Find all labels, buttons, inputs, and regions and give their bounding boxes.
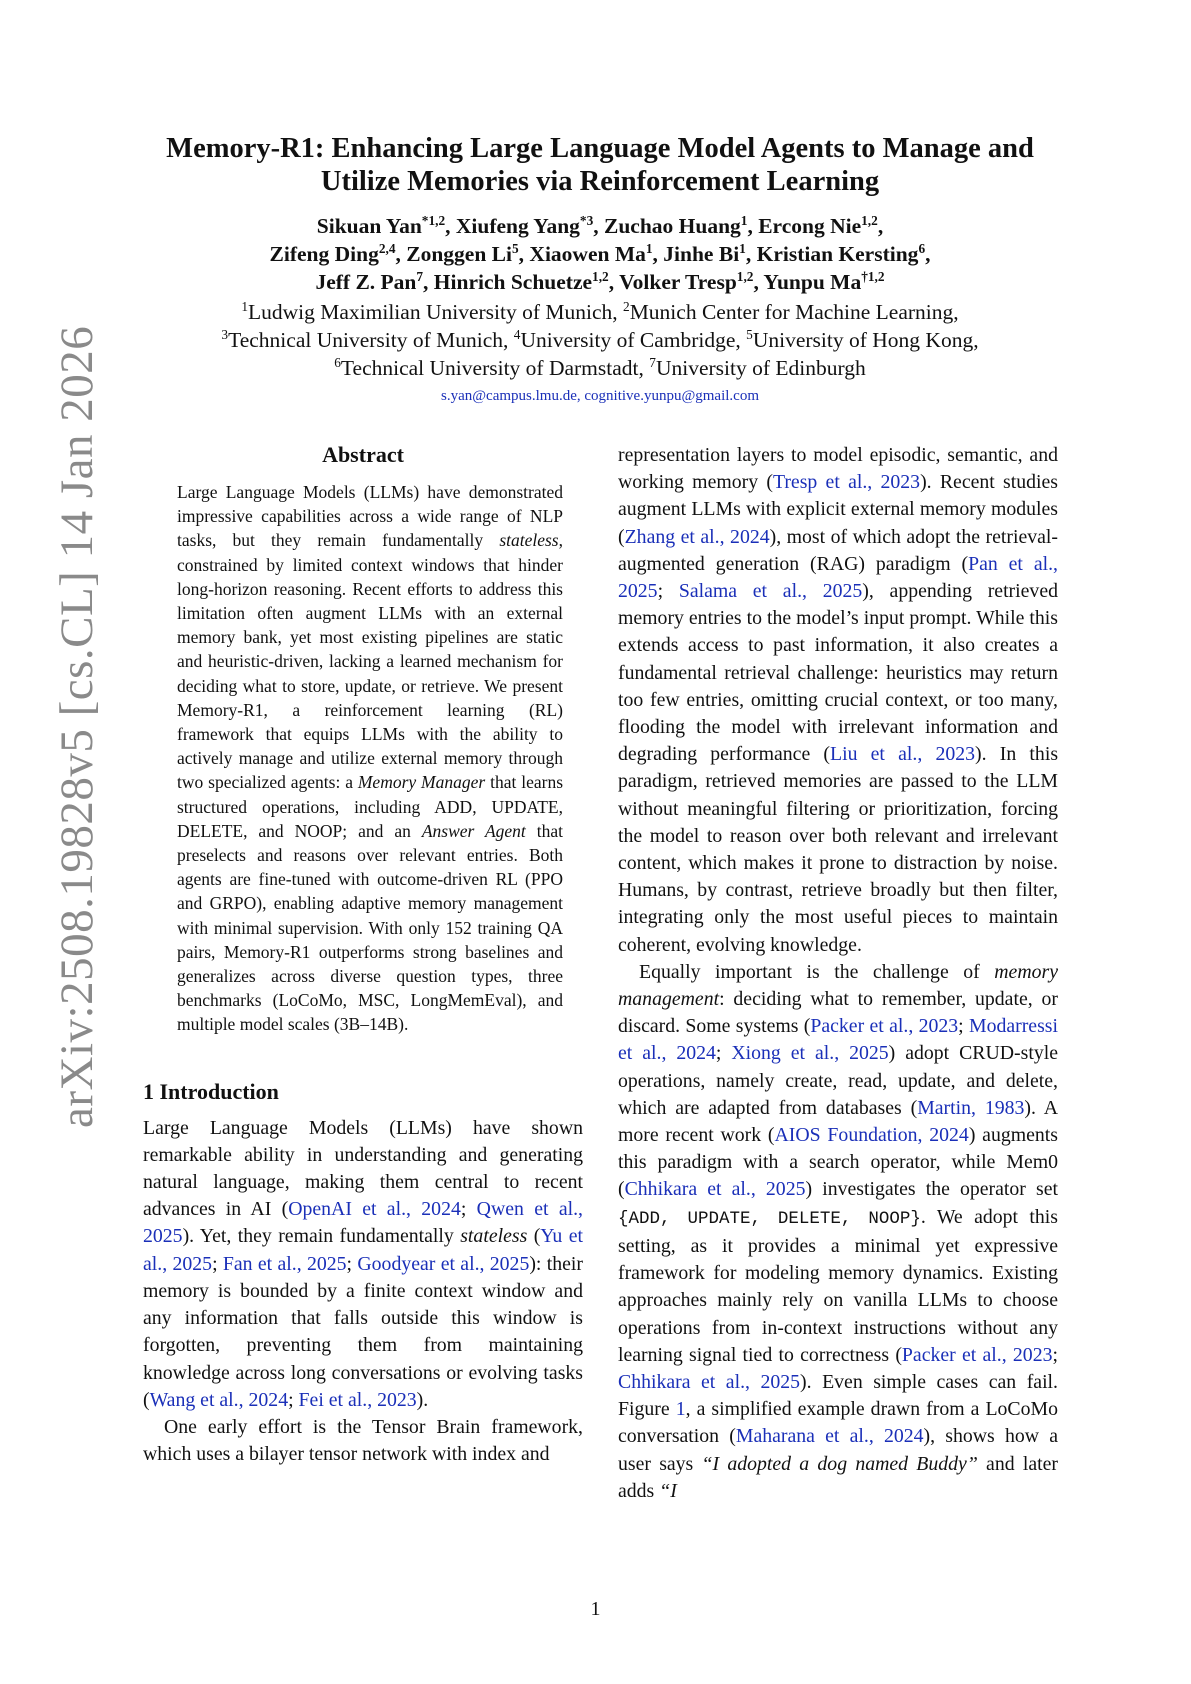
abstract-heading: Abstract	[322, 442, 404, 467]
emphasis-text: “I	[659, 1479, 677, 1502]
author-name: Xiaowen Ma	[529, 242, 646, 266]
text-span: . We adopt this setting, as it provides a minimal yet expressive framework for modeling memory dynamics. Existing approaches mainly rely on vanilla LLMs to choose operations from in-context instructions without any learning signal tied to correctness (	[618, 1205, 1058, 1366]
author-affil-mark: 1	[645, 240, 653, 256]
abstract-text	[177, 480, 563, 1037]
right-paragraph-2	[618, 959, 1058, 1505]
citation-link[interactable]: AIOS Foundation, 2024	[774, 1124, 969, 1147]
text-span: ). Even simple cases can fail. Figure	[618, 1370, 1058, 1421]
text-span: : deciding what to remember, update, or discard. Some systems (	[618, 988, 1058, 1038]
citation-link[interactable]: Wang et al., 2024	[149, 1388, 289, 1411]
text-span: ;	[958, 1015, 969, 1038]
intro-paragraph-1	[143, 1115, 583, 1414]
citation-link[interactable]: Goodyear et al., 2025	[357, 1252, 530, 1275]
citation-link[interactable]: Modarressi et al., 2024	[618, 1015, 1058, 1065]
author-name: Jeff Z. Pan	[315, 270, 417, 294]
citation-link[interactable]: Salama et al., 2025	[678, 580, 863, 603]
author-line-3: Jeff Z. Pan$^7$, Hinrich Schuetze$^{1,2}$, Volker Tresp$^{1,2}$, Yunpu Ma$^{\dagger 1,2}$	[315, 268, 885, 294]
author-name: Sikuan Yan	[316, 214, 422, 238]
affil-number: 6	[334, 354, 341, 370]
text-span: ) adopt CRUD-style operations, namely create, read, update, and delete, which are adapted from databases (	[618, 1042, 1058, 1119]
author-affil-mark: 1	[739, 240, 746, 256]
emphasis-text: “I adopted a dog named Buddy”	[701, 1452, 978, 1475]
citation-link[interactable]: Xiong et al., 2025	[731, 1042, 889, 1065]
right-paragraph-1	[618, 442, 1058, 959]
author-name: Volker Tresp	[619, 270, 737, 294]
text-span: ). Yet, they remain fundamentally	[182, 1225, 461, 1248]
right-column	[618, 442, 1058, 1505]
citation-link[interactable]: Fan et al., 2025	[222, 1252, 347, 1275]
figure-reference-link[interactable]: 1	[675, 1398, 686, 1421]
citation-link[interactable]: Tresp et al., 2023	[772, 471, 921, 494]
author-name: Zonggen Li	[406, 242, 512, 266]
author-name: Jinhe Bi	[663, 242, 740, 266]
text-span: ;	[346, 1252, 358, 1275]
text-span: Equally important is the challenge of	[639, 960, 995, 983]
citation-link[interactable]: Liu et al., 2023	[830, 743, 976, 766]
citation-link[interactable]: Packer et al., 2023	[810, 1015, 959, 1038]
text-span: ): their memory is bounded by a finite context window and any information that falls outside this window is forgotten, preventing them from maintaining knowledge across long conversations or evolving tasks (	[143, 1252, 583, 1411]
section-heading-introduction: 1 Introduction	[143, 1078, 279, 1104]
author-name: Hinrich Schuetze	[433, 270, 593, 294]
affil-text: Munich Center for Machine Learning,	[629, 300, 959, 324]
text-span: Large Language Models (LLMs) have shown remarkable ability in understanding and generating natural language, making them central to recent advances in AI (	[143, 1116, 583, 1221]
text-span: ;	[212, 1252, 223, 1275]
affiliation-line-2	[120, 326, 1080, 354]
author-name: Ercong Nie	[758, 214, 862, 238]
citation-link[interactable]: Martin, 1983	[917, 1096, 1025, 1119]
abstract-emphasis: Memory Manager	[357, 772, 486, 793]
author-name: Kristian Kersting	[756, 242, 919, 266]
text-span: ;	[288, 1388, 299, 1411]
author-affil-mark: 2,4	[378, 240, 396, 256]
text-span: (	[527, 1225, 541, 1248]
author-affil-mark: 7	[416, 268, 424, 284]
affil-number: 2	[623, 298, 630, 314]
author-affil-mark: *1,2	[421, 212, 446, 228]
author-affil-mark: 1,2	[861, 212, 878, 228]
page-number: 1	[590, 1598, 601, 1620]
text-span: , a simplified example drawn from a LoCoMo conversation (	[618, 1398, 1058, 1448]
text-span: ) investigates the operator set	[805, 1178, 1058, 1201]
author-affil-mark: 1,2	[736, 268, 754, 284]
paper-title	[120, 132, 1080, 198]
text-span: ). In this paradigm, retrieved memories are passed to the LLM without meaningful filtering or prioritization, forcing the model to reason over both relevant and irrelevant content, which makes it prone to distraction by noise. Humans, by contrast, retrieve broadly but then filter, integrating only the most useful pieces to maintain coherent, evolving knowledge.	[618, 743, 1059, 956]
citation-link[interactable]: Pan et al., 2025	[618, 552, 1058, 603]
emphasis-text: stateless	[460, 1225, 528, 1248]
citation-link[interactable]: Chhikara et al., 2025	[618, 1370, 801, 1393]
text-span: ), appending retrieved memory entries to the model’s input prompt. While this extends access to past information, it also creates a fundamental retrieval challenge: heuristics may return too few entries, omitting crucial context, or too many, flooding the model with irrelevant information and degrading performance (	[618, 580, 1058, 766]
text-span: ), most of which adopt the retrieval-augmented generation (RAG) paradigm (	[618, 525, 1058, 575]
text-span: ;	[715, 1042, 732, 1065]
text-span: ). A more recent work (	[618, 1096, 1059, 1147]
paper-header	[120, 132, 1080, 405]
abstract-emphasis: Answer Agent	[421, 820, 526, 841]
author-name: Zifeng Ding	[269, 242, 379, 266]
text-span: ;	[1052, 1343, 1058, 1366]
citation-link[interactable]: Yu et al., 2025	[143, 1225, 583, 1275]
affil-text: Technical University of Munich,	[228, 328, 514, 352]
author-name: Yunpu Ma	[763, 270, 862, 294]
affil-number: 7	[649, 354, 656, 370]
intro-paragraph-2: One early effort is the Tensor Brain framework, which uses a bilayer tensor network with index and	[143, 1415, 583, 1466]
abstract-emphasis: stateless	[499, 530, 559, 551]
author-line-2: Zifeng Ding$^{2,4}$, Zonggen Li$^5$, Xiaowen Ma$^1$, Jinhe Bi$^1$, Kristian Kersting$^6$,	[269, 240, 931, 266]
affil-number: 3	[221, 326, 229, 342]
text-span: ), shows how a user says	[618, 1425, 1058, 1475]
emphasis-text: memory management	[618, 960, 1058, 1011]
affil-text: University of Edinburgh	[655, 356, 866, 380]
affiliation-line-3	[120, 354, 1080, 382]
affil-text: University of Hong Kong,	[752, 328, 979, 352]
citation-link[interactable]: OpenAI et al., 2024	[288, 1198, 461, 1221]
citation-link[interactable]: Zhang et al., 2024	[624, 525, 770, 548]
text-span: ). Recent studies augment LLMs with explicit external memory modules (	[618, 471, 1058, 548]
left-column	[143, 442, 583, 1468]
author-affil-mark: †1,2	[861, 268, 885, 284]
affiliation-list	[120, 298, 1080, 382]
author-line-1: Sikuan Yan$^{*1,2}$, Xiufeng Yang$^{*3}$, Zuchao Huang$^1$, Ercong Nie$^{1,2}$,	[316, 212, 884, 238]
abstract-span: that learns structured operations, including ADD, UPDATE, DELETE, and NOOP; and an	[177, 772, 564, 841]
author-affil-mark: 6	[918, 240, 926, 256]
citation-link[interactable]: Chhikara et al., 2025	[624, 1178, 806, 1201]
contact-emails[interactable]: s.yan@campus.lmu.de, cognitive.yunpu@gmail.com	[441, 388, 759, 404]
text-span: and later adds	[618, 1452, 1058, 1502]
author-list	[120, 212, 1080, 296]
title-line-1: Memory-R1: Enhancing Large Language Model Agents to Manage and	[166, 133, 1034, 164]
affiliation-line-1	[120, 298, 1080, 326]
title-line-2: Utilize Memories via Reinforcement Learning	[320, 166, 880, 197]
affil-number: 4	[513, 326, 521, 342]
affil-text: Ludwig Maximilian University of Munich,	[248, 300, 624, 324]
citation-link[interactable]: Packer et al., 2023	[901, 1343, 1053, 1366]
citation-link[interactable]: Qwen et al., 2025	[143, 1198, 583, 1248]
arxiv-stamp: arXiv:2508.19828v5 [cs.CL] 14 Jan 2026	[51, 325, 103, 1128]
text-span: ).	[416, 1388, 429, 1411]
author-name: Xiufeng Yang	[455, 214, 580, 238]
citation-link[interactable]: Maharana et al., 2024	[735, 1425, 924, 1448]
text-span: ) augments this paradigm with a search operator, while Mem0 (	[618, 1124, 1058, 1201]
operator-set-code: {ADD, UPDATE, DELETE, NOOP}	[618, 1208, 921, 1229]
author-name: Zuchao Huang	[603, 214, 741, 238]
abstract-span: , constrained by limited context windows that hinder long-horizon reasoning. Recent efforts to address this limitation often augment LLMs with an external memory bank, yet most existing pipelines are static and heuristic-driven, lacking a learned mechanism for deciding what to store, update, or retrieve. We present Memory-R1, a reinforcement learning (RL) framework that equips LLMs with the ability to actively manage and utilize external memory through two specialized agents: a	[177, 530, 563, 793]
author-affil-mark: *3	[579, 212, 594, 228]
text-span: representation layers to model episodic, semantic, and working memory (	[618, 444, 1058, 494]
text-span: ;	[460, 1198, 477, 1221]
author-affil-mark: 1,2	[592, 268, 609, 284]
affil-text: University of Cambridge,	[520, 328, 747, 352]
affil-number: 5	[746, 326, 753, 342]
author-affil-mark: 5	[512, 240, 519, 256]
abstract-span: Large Language Models (LLMs) have demonstrated impressive capabilities across a wide range of NLP tasks, but they remain fundamentally	[177, 482, 563, 551]
text-span: ;	[657, 580, 679, 603]
abstract-span: that preselects and reasons over relevant entries. Both agents are fine-tuned with outcome-driven RL (PPO and GRPO), enabling adaptive memory management with minimal supervision. With only 152 training QA pairs, Memory-R1 outperforms strong baselines and generalizes across diverse question types, three benchmarks (LoCoMo, MSC, LongMemEval), and multiple model scales (3B–14B).	[177, 820, 563, 1035]
affil-number: 1	[241, 298, 248, 314]
affil-text: Technical University of Darmstadt,	[340, 356, 650, 380]
citation-link[interactable]: Fei et al., 2023	[298, 1388, 417, 1411]
author-affil-mark: 1	[740, 212, 748, 228]
